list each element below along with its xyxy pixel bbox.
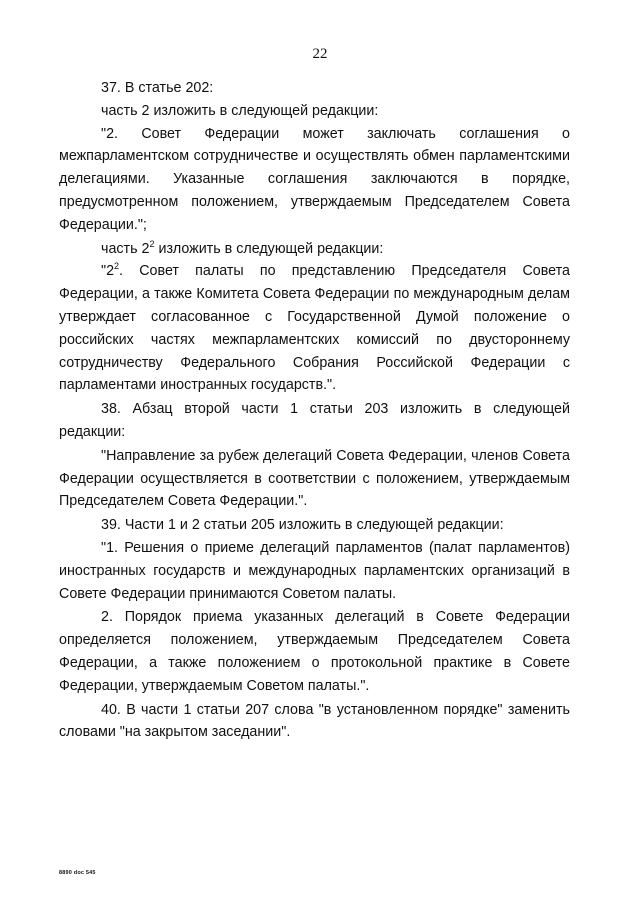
superscript-2: 2 — [149, 238, 155, 249]
footer-file-code: 8890 doc 545 — [59, 870, 96, 876]
item-39-part-2: 2. Порядок приема указанных делегаций в Совете Федерации определяется положением, утверждаемым Председателем Совета Федерации, а также положением о протокольной практике в Совете Федерации, утверждаемым Советом палаты.". — [59, 609, 570, 694]
part-2-instruction: часть 2 изложить в следующей редакции: — [101, 102, 379, 119]
item-39-part-1: "1. Решения о приеме делегаций парламентов (палат парламентов) иностранных государств и международных парламентских организаций в Совете Федерации принимаются Советом палаты. — [59, 539, 570, 602]
part-2-2-text-end: . Совет палаты по представлению Председателя Совета Федерации, а также Комитета Совета Федерации по международным делам утверждает согласованное с Государственной Думой положение о российских частях межпарламентских комиссий по двустороннему сотрудничеству Федерального Собрания Российской Федерации с парламентами иностранных государств.". — [59, 263, 570, 394]
page-number: 22 — [312, 46, 328, 62]
part-2-2-instruction-start: часть 2 — [101, 240, 150, 257]
item-38: 38. Абзац второй части 1 статьи 203 изложить в следующей редакции: — [59, 401, 570, 440]
superscript-2: 2 — [114, 261, 120, 272]
item-37-heading: 37. В статье 202: — [101, 80, 214, 96]
document-body — [59, 77, 570, 744]
part-2-2-instruction-end: изложить в следующей редакции: — [154, 240, 384, 257]
part-2-2-text-start: "2 — [101, 263, 115, 280]
item-40: 40. В части 1 статьи 207 слова "в установленном порядке" заменить словами "на закрытом заседании". — [59, 701, 570, 741]
item-38-new-text: "Направление за рубеж делегаций Совета Федерации, членов Совета Федерации осуществляется в соответствии с положением, утверждаемым Председателем Совета Федерации.". — [59, 447, 570, 510]
part-2-new-text: "2. Совет Федерации может заключать соглашения о межпарламентском сотрудничестве и осуществлять обмен парламентскими делегациями. Указанные соглашения заключаются в порядке, предусмотренном положением, утверждаемым Председателем Совета Федерации."; — [59, 125, 570, 233]
part-2-2-new-text — [59, 260, 570, 397]
part-2-2-instruction — [59, 238, 570, 261]
item-39: 39. Части 1 и 2 статьи 205 изложить в следующей редакции: — [101, 517, 504, 534]
